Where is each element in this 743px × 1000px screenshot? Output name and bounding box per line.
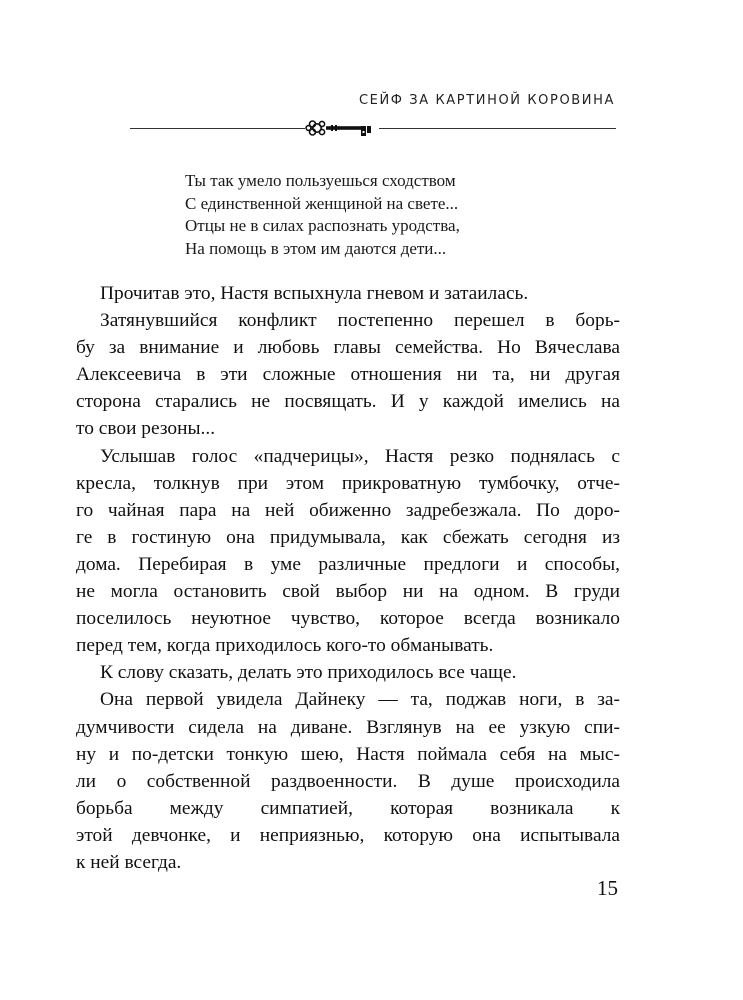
poem-line: На помощь в этом им даются дети...: [185, 238, 447, 258]
text-line: Алексеевича в эти сложные отношения ни та, ни другая: [76, 364, 620, 386]
text-line: дома. Перебирая в уме различные предлоги и способы,: [76, 553, 620, 575]
text-line: Затянувшийся конфликт постепенно перешел в борь-: [100, 310, 620, 332]
text-line: думчивости сидела на диване. Взглянув на ее узкую спи-: [76, 716, 620, 738]
text-line: ну и по-детски тонкую шею, Настя поймала себя на мыс-: [76, 743, 620, 765]
text-line: кресла, толкнув при этом прикроватную тумбочку, отче-: [76, 472, 620, 494]
text-line: борьба между симпатией, которая возникала к: [76, 797, 620, 819]
poem-line: С единственной женщиной на свете...: [185, 193, 459, 213]
text-line: Она первой увидела Дайнеку — та, поджав ноги, в за-: [100, 689, 620, 711]
text-line: поселилось неуютное чувство, которое всегда возникало: [76, 608, 620, 630]
running-head-title: СЕЙФ ЗА КАРТИНОЙ КОРОВИНА: [358, 93, 615, 108]
text-line: К слову сказать, делать это приходилось все чаще.: [100, 662, 517, 684]
text-line: го чайная пара на ней обиженно задребезжала. По доро-: [76, 499, 620, 521]
text-line: ли о собственной раздвоенности. В душе происходила: [76, 770, 620, 792]
body-text: [76, 280, 620, 876]
text-line: Прочитав это, Настя вспыхнула гневом и затаилась.: [100, 283, 529, 304]
text-line: этой девчонке, и неприязнью, которую она испытывала: [76, 824, 620, 846]
poem-line: Ты так умело пользуешься сходством: [185, 171, 456, 190]
key-icon: [305, 117, 379, 139]
page-number: 15: [597, 876, 618, 900]
text-line: Услышав голос «падчерицы», Настя резко поднялась с: [100, 445, 620, 467]
text-line: ге в гостиную она придумывала, как сбежать сегодня из: [76, 526, 620, 548]
text-line: не могла остановить свой выбор ни на одном. В груди: [76, 581, 620, 603]
text-line: сторона старались не посвящать. И у каждой имелись на: [76, 391, 620, 413]
text-line: бу за внимание и любовь главы семейства. Но Вячеслава: [76, 337, 620, 359]
poem-line: Отцы не в силах распознать уродства,: [185, 216, 460, 235]
text-line: перед тем, когда приходилось кого-то обманывать.: [76, 635, 494, 657]
text-line: то свои резоны...: [76, 418, 216, 440]
epigraph-poem: [185, 170, 460, 260]
text-line: к ней всегда.: [76, 851, 182, 873]
